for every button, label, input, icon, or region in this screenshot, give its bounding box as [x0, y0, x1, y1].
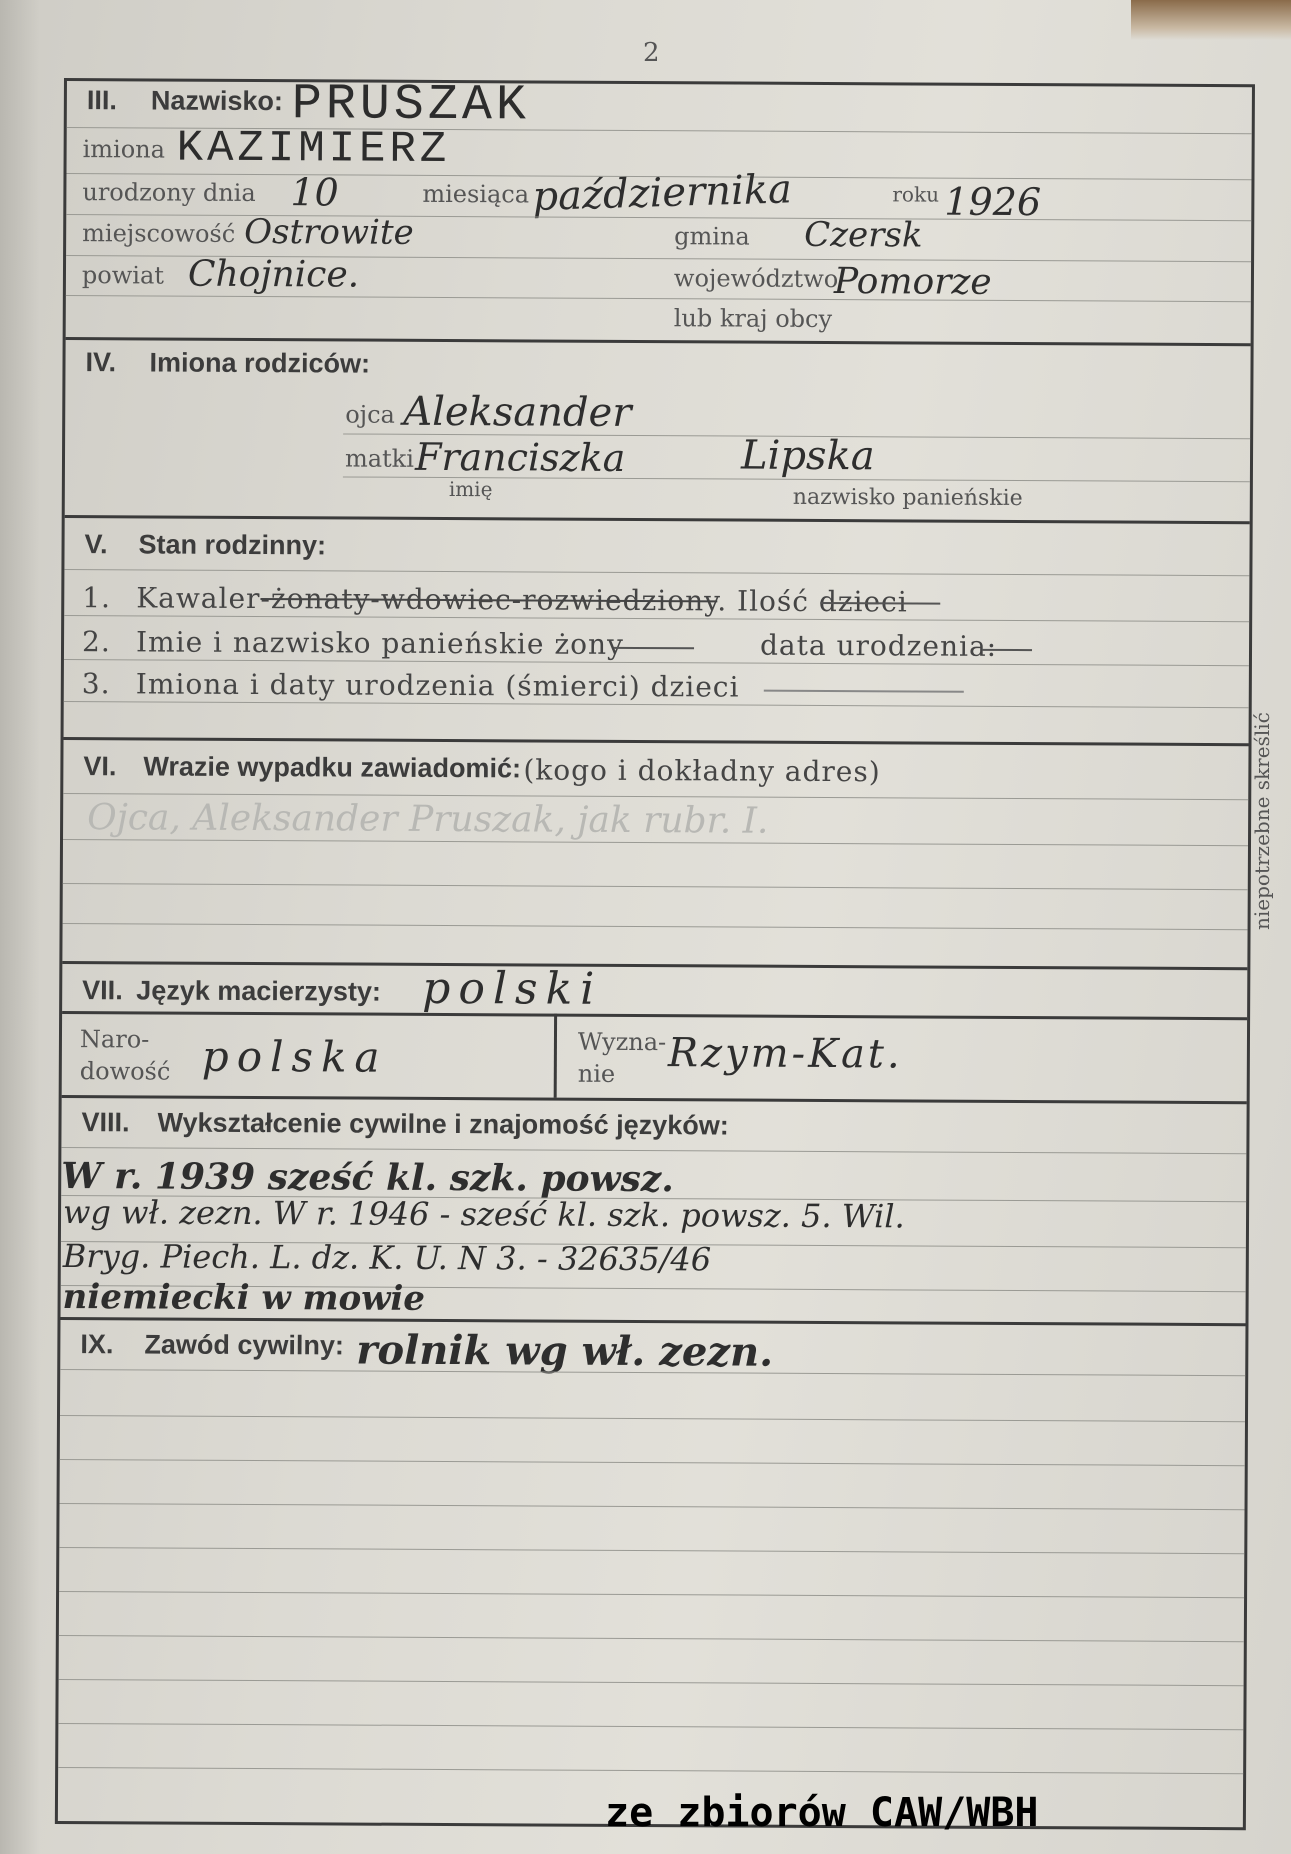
emergency-contact-value: Ojca, Aleksander Pruszak, jak rubr. I. — [87, 797, 769, 842]
religion-value: Rzym-Kat. — [667, 1030, 903, 1078]
parents-heading: Imiona rodziców: — [149, 347, 371, 379]
side-note — [1250, 630, 1290, 930]
family-status-heading: Stan rodzinny: — [138, 529, 327, 561]
section-5-number: V. — [84, 529, 108, 560]
section-7-number: VII. — [82, 975, 123, 1006]
surname-value: PRUSZAK — [291, 76, 531, 135]
names-label: imiona — [82, 135, 166, 164]
education-line-3: Bryg. Piech. L. dz. K. U. N 3. - 32635/46 — [62, 1237, 712, 1279]
foreign-country-label: lub kraj obcy — [673, 304, 833, 334]
emergency-contact-subheading: (kogo i dokładny adres) — [523, 753, 881, 789]
form-frame — [55, 78, 1255, 1830]
mother-label: matki — [344, 444, 415, 473]
section-8-number: VIII. — [81, 1107, 130, 1138]
month-value: października — [531, 166, 793, 220]
nationality-value: polska — [201, 1031, 388, 1082]
section-4-number: IV. — [85, 347, 117, 378]
marital-status-row — [136, 581, 908, 618]
father-value: Aleksander — [403, 388, 632, 436]
father-label: ojca — [345, 400, 395, 429]
section-3-number: III. — [86, 85, 117, 116]
powiat-value: Chojnice. — [187, 253, 360, 296]
names-value: KAZIMIERZ — [176, 123, 451, 176]
section-9-number: IX. — [80, 1329, 114, 1360]
gmina-label: gmina — [674, 222, 750, 251]
gmina-value: Czersk — [804, 214, 923, 256]
education-line-2: wg wł. zezn. W r. 1946 - sześć kl. szk. powsz. 5. Wil. — [62, 1193, 905, 1236]
year-label: roku — [892, 182, 940, 207]
marital-status-struck: -żonaty-wdowiec-rozwiedziony — [260, 582, 718, 618]
languages-known: niemiecki w mowie — [62, 1277, 426, 1319]
place-value: Ostrowite — [244, 211, 414, 253]
education-heading: Wykształcenie cywilne i znajomość języków: — [157, 1107, 729, 1141]
row1-number: 1. — [82, 581, 112, 615]
wife-birth-date-label: data urodzenia: — [759, 628, 998, 663]
page-shadow — [0, 0, 40, 1854]
place-label: miejscowość — [82, 219, 236, 248]
page-number: 2 — [643, 38, 660, 68]
mother-tongue-label: Język macierzysty: — [136, 975, 381, 1007]
first-name-caption: imię — [448, 477, 493, 502]
religion-label-line1: Wyzna- — [577, 1027, 667, 1057]
year-value: 1926 — [944, 179, 1042, 225]
page-corner-shadow — [1131, 0, 1291, 40]
birth-day-label: urodzony dnia — [82, 178, 256, 208]
occupation-label: Zawód cywilny: — [144, 1329, 344, 1361]
occupation-value: rolnik wg wł. zezn. — [356, 1326, 774, 1376]
children-count-label: . Ilość dzieci — [717, 584, 908, 619]
birth-day-value: 10 — [290, 170, 339, 215]
row2-number: 2. — [81, 625, 111, 659]
section-6-number: VI. — [83, 751, 117, 782]
marital-status-kept: Kawaler — [136, 581, 261, 616]
nationality-label-line2: dowość — [79, 1057, 171, 1086]
wife-name-label: Imie i nazwisko panieńskie żony — [135, 625, 624, 661]
voivodeship-label: województwo — [673, 264, 839, 294]
emergency-contact-heading: Wrazie wypadku zawiadomić: — [143, 751, 522, 784]
mother-value: Franciszka — [414, 434, 626, 480]
powiat-label: powiat — [81, 261, 165, 290]
surname-label: Nazwisko: — [150, 85, 284, 117]
voivodeship-value: Pomorze — [833, 261, 992, 303]
side-note-text: niepotrzebne skreślić — [1250, 712, 1274, 930]
religion-label-line2: nie — [577, 1059, 616, 1088]
row3-number: 3. — [81, 667, 111, 701]
maiden-name-caption: nazwisko panieńskie — [792, 484, 1023, 512]
month-label: miesiąca — [422, 179, 530, 209]
archive-watermark: ze zbiorów CAW/WBH — [605, 1790, 1039, 1836]
education-line-1: W r. 1939 sześć kl. szk. powsz. — [61, 1155, 674, 1201]
mother-tongue-value: polski — [422, 962, 603, 1015]
nationality-label-line1: Naro- — [79, 1025, 150, 1054]
children-label: Imiona i daty urodzenia (śmierci) dzieci — [135, 667, 740, 704]
mother-maiden-value: Lipska — [740, 432, 875, 480]
